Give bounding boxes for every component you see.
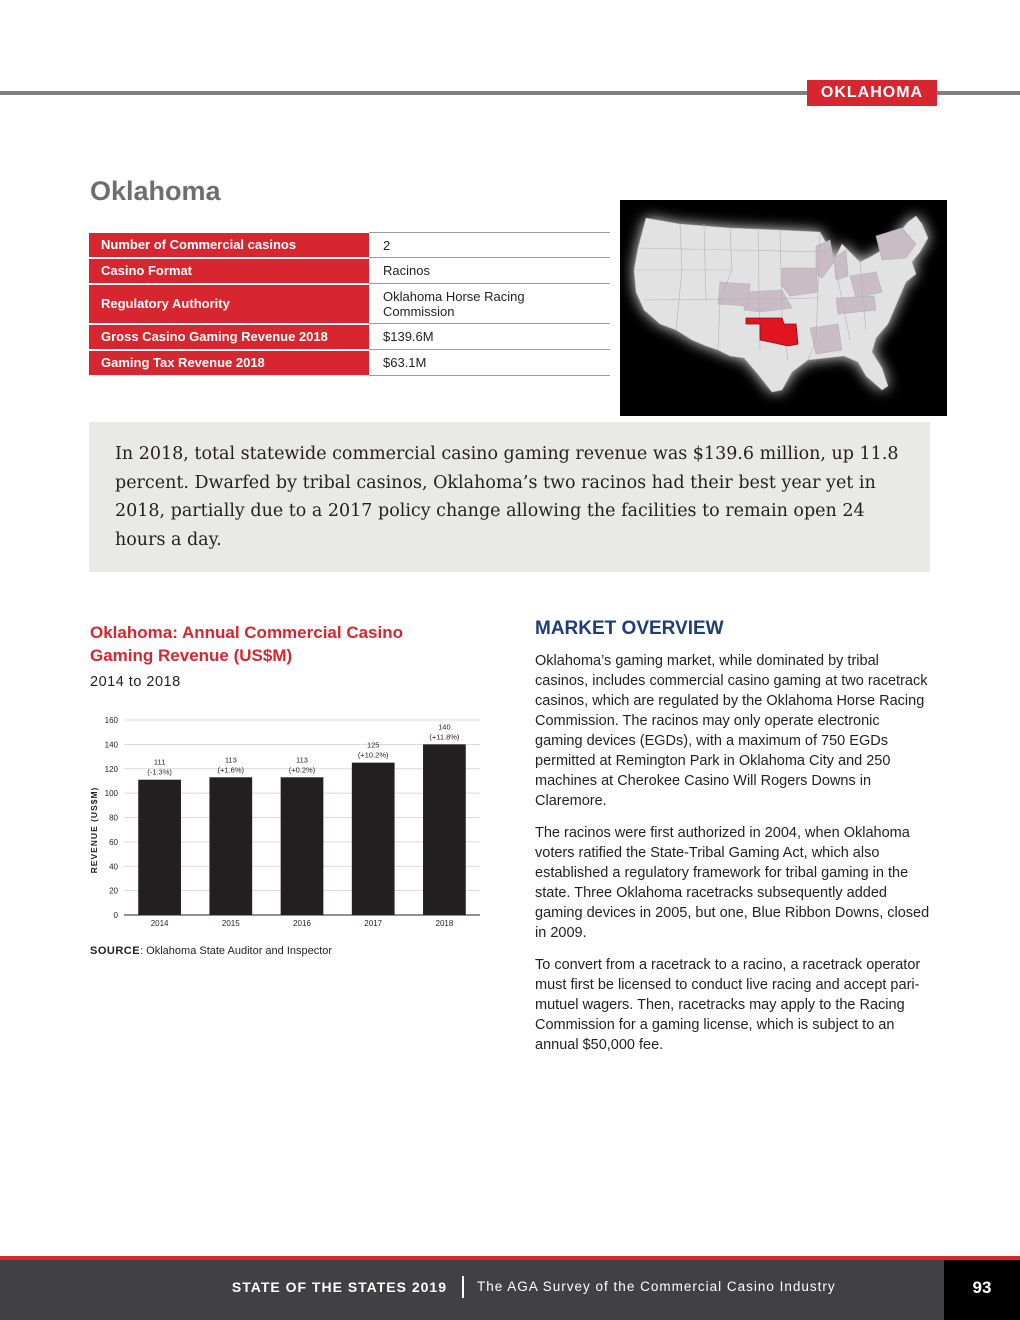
- footer-subtitle: The AGA Survey of the Commercial Casino Industry: [477, 1279, 836, 1294]
- footer-title: STATE OF THE STATES 2019: [231, 1279, 447, 1295]
- us-map-graphic: [620, 200, 947, 416]
- data-label: 111: [153, 757, 166, 767]
- fact-label: Casino Format: [89, 258, 369, 284]
- chart-subtitle: 2014 to 2018: [90, 674, 181, 690]
- footer-divider: [462, 1276, 464, 1298]
- data-change-label: (+0.2%): [288, 765, 316, 775]
- y-tick-label: 100: [104, 789, 118, 799]
- data-change-label: (+11.8%): [429, 732, 460, 742]
- facts-row: [89, 258, 610, 284]
- y-tick-label: 20: [109, 886, 118, 896]
- source-text: : Oklahoma State Auditor and Inspector: [140, 945, 333, 957]
- paragraph: To convert from a racetrack to a racino, a racetrack operator must first be licensed to conduct live racing and accept pari-mutuel wagers. Then, racetracks may apply to the Racing Commission for a gaming license, which is subject to an annual $50,000 fee.: [535, 957, 921, 1053]
- bar: [423, 744, 466, 915]
- fact-label: Gross Casino Gaming Revenue 2018: [89, 324, 369, 350]
- x-tick-label: 2018: [435, 919, 454, 928]
- paragraph: The racinos were first authorized in 2004, when Oklahoma voters ratified the State-Tribal Gaming Act, which also established a regulatory framework for tribal gaming in the state. Three Oklahoma racetracks subsequently added gaming devices in 2005, but one, Blue Ribbon Downs, closed in 2009.: [535, 825, 930, 941]
- y-tick-label: 40: [109, 862, 118, 872]
- y-tick-label: 120: [104, 764, 118, 774]
- fact-label: Gaming Tax Revenue 2018: [89, 350, 369, 376]
- y-tick-label: 140: [104, 740, 118, 750]
- source-label: SOURCE: [90, 945, 141, 957]
- y-tick-label: 60: [109, 837, 118, 847]
- page-number: 93: [944, 1260, 1020, 1320]
- market-overview-heading: MARKET OVERVIEW: [535, 618, 724, 639]
- market-overview-body: [535, 651, 930, 1067]
- fact-label: Regulatory Authority: [89, 284, 369, 324]
- facts-row: [89, 233, 610, 258]
- x-tick-label: 2014: [150, 919, 169, 928]
- bar: [209, 777, 252, 915]
- revenue-bar-chart: [88, 712, 488, 934]
- us-map: [620, 200, 947, 416]
- data-change-label: (+1.6%): [217, 765, 245, 775]
- fact-value: $63.1M: [369, 350, 610, 376]
- fact-label: Number of Commercial casinos: [89, 233, 369, 258]
- fact-value: Racinos: [369, 258, 610, 284]
- bar: [281, 777, 324, 915]
- paragraph: Oklahoma’s gaming market, while dominated by tribal casinos, includes commercial casino gaming at two racetrack casinos, which are regulated by the Oklahoma Horse Racing Commission. The racinos may only operate electronic gaming devices (EGDs), with a maximum of 750 EGDs permitted at Remington Park in Oklahoma City and 250 machines at Cherokee Casino Will Rogers Downs in Claremore.: [535, 653, 928, 809]
- data-label: 125: [366, 740, 380, 750]
- x-tick-label: 2015: [221, 919, 240, 928]
- x-tick-label: 2016: [293, 919, 311, 928]
- data-label: 113: [224, 755, 237, 765]
- facts-row: [89, 350, 610, 376]
- fact-value: $139.6M: [369, 324, 610, 350]
- data-change-label: (-1.3%): [147, 767, 172, 777]
- facts-row: [89, 284, 610, 324]
- data-change-label: (+10.2%): [357, 750, 389, 760]
- y-tick-label: 80: [109, 813, 118, 823]
- intro-callout: In 2018, total statewide commercial casino gaming revenue was $139.6 million, up 11.8 percent. Dwarfed by tribal casinos, Oklahoma’s two racinos had their best year yet in 2018, partially due to a 2017 policy change allowing the facilities to remain open 24 hours a day.: [89, 422, 930, 572]
- state-tab: OKLAHOMA: [807, 80, 937, 106]
- chart-title: Oklahoma: Annual Commercial Casino Gaming Revenue (US$M): [90, 623, 403, 665]
- bar: [352, 763, 395, 915]
- fact-value: Oklahoma Horse Racing Commission: [369, 284, 610, 324]
- facts-table: [89, 232, 610, 377]
- source-note: [90, 945, 332, 957]
- facts-row: [89, 324, 610, 350]
- y-tick-label: 160: [104, 716, 118, 725]
- page-title: Oklahoma: [90, 176, 221, 206]
- y-tick-label: 0: [113, 911, 118, 920]
- data-label: 140: [438, 722, 451, 732]
- y-axis-label: REVENUE (US$M): [89, 786, 99, 874]
- x-tick-label: 2017: [364, 919, 383, 928]
- data-label: 113: [296, 755, 308, 765]
- fact-value: 2: [369, 233, 610, 258]
- bar: [138, 780, 181, 915]
